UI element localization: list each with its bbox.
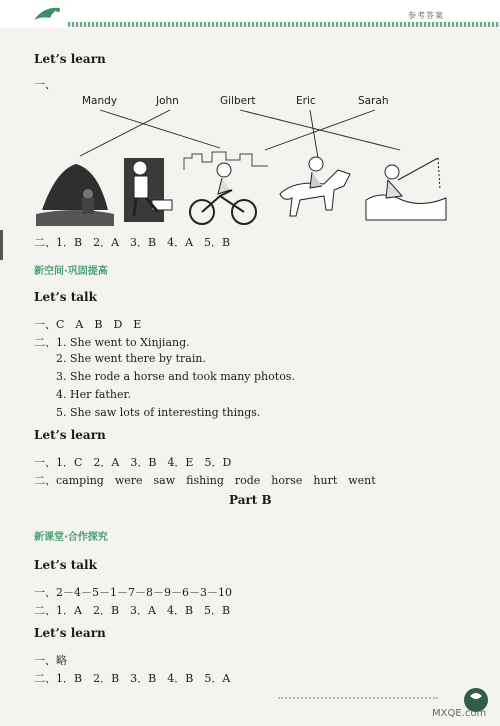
- cycling-picture: [182, 150, 270, 226]
- talk-item-4: [56, 388, 131, 401]
- heading-explore: 新课堂·合作探究: [34, 532, 108, 543]
- footer-rule: [278, 697, 438, 701]
- talk-item-5: [56, 406, 260, 419]
- section-title-lets-learn-3: Let’s learn: [34, 626, 106, 640]
- binding-edge: [0, 230, 3, 260]
- watermark-text: MXQE.com: [432, 708, 487, 719]
- part-b-heading: Part B: [229, 493, 272, 507]
- name-john: John: [156, 95, 179, 107]
- name-sarah: Sarah: [358, 95, 389, 107]
- talk-item-number: 2.: [56, 352, 67, 365]
- bird-logo-icon: [30, 2, 70, 24]
- name-mandy: Mandy: [82, 95, 118, 107]
- name-gilbert: Gilbert: [220, 95, 256, 107]
- talk-item-text: Her father.: [70, 388, 132, 401]
- talk-item-text: She went to Xinjiang.: [70, 336, 190, 349]
- talk-part-one: 一、C A B D E: [34, 318, 142, 331]
- horse-riding-picture: [272, 150, 356, 226]
- header-label: 参考答案: [408, 11, 444, 20]
- boy-stepping-picture: [124, 150, 178, 226]
- talk-item-number: 3.: [56, 370, 67, 383]
- talk-item-text: She rode a horse and took many photos.: [70, 370, 295, 383]
- talk-item-1: [34, 334, 190, 350]
- talk2-part-one: 一、2－4－5－1－7－8－9－6－3－10: [34, 586, 232, 599]
- learn3-part-one: 一、略: [34, 654, 67, 667]
- section-title-lets-learn: Let’s learn: [34, 52, 106, 66]
- section-title-lets-talk-2: Let’s talk: [34, 558, 97, 572]
- talk2-part-two: 二、1．A 2．B 3．A 4．B 5．B: [34, 604, 231, 617]
- learn3-part-two: 二、1．B 2．B 3．B 4．B 5．A: [34, 672, 231, 685]
- name-eric: Eric: [296, 95, 316, 107]
- watermark: [430, 686, 496, 722]
- answers-part-two: 二、1．B 2．A 3．B 4．A 5．B: [34, 236, 231, 249]
- learn2-part-one: 一、1．C 2．A 3．B 4．E 5．D: [34, 456, 232, 469]
- talk-item-number: 二、1.: [34, 336, 67, 349]
- talk-item-number: 5.: [56, 406, 67, 419]
- part-one-marker: 一、: [34, 78, 56, 91]
- section-title-lets-talk: Let’s talk: [34, 290, 97, 304]
- header-rule: [68, 22, 500, 27]
- camping-picture: [36, 150, 114, 226]
- heading-consolidate: 新空间·巩固提高: [34, 266, 108, 277]
- talk-item-3: [56, 370, 295, 383]
- learn2-part-two: 二、camping were saw fishing rode horse hurt went: [34, 474, 376, 487]
- talk-item-text: She saw lots of interesting things.: [70, 406, 261, 419]
- talk-item-number: 4.: [56, 388, 67, 401]
- talk-item-2: [56, 352, 206, 365]
- talk-item-text: She went there by train.: [70, 352, 206, 365]
- fishing-picture: [362, 150, 450, 226]
- section-title-lets-learn-2: Let’s learn: [34, 428, 106, 442]
